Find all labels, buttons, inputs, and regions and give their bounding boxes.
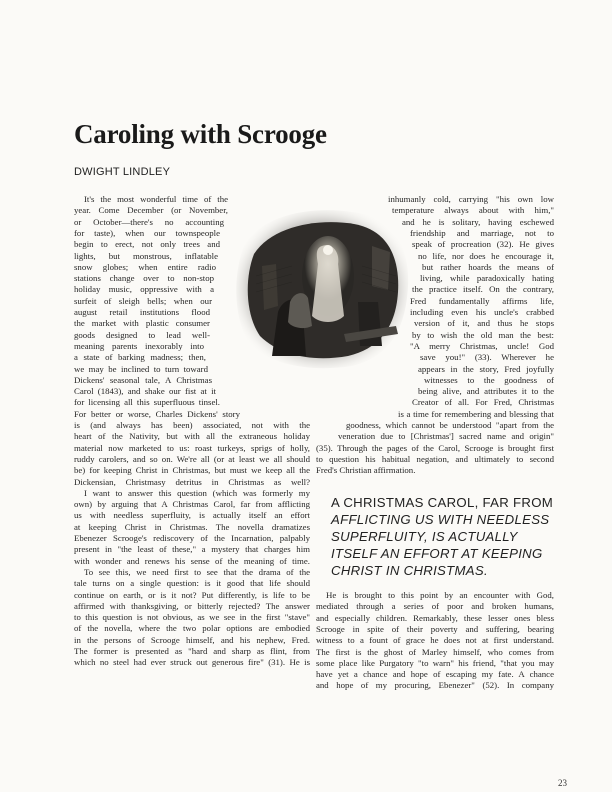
text-line: is a time for remembering and blessing that <box>398 408 554 419</box>
text-line: For better or worse, Charles Dickens' story <box>74 408 240 419</box>
text-line: stations change over to non-stop <box>74 273 214 284</box>
text-line: be) for keeping Christ in Christmas, but must we keep all the <box>74 465 310 476</box>
text-line: appears in the story, Fred joyfully <box>418 363 554 374</box>
text-line: "A merry Christmas, uncle! God <box>410 340 554 351</box>
text-line: The first is the ghost of Marley himself, who comes from <box>316 646 554 657</box>
pull-quote-line: AFFLICTING US WITH NEEDLESS <box>331 512 550 527</box>
text-line: and hope of my procuring, Ebenezer" (52). In company <box>316 680 554 691</box>
text-line: friendship and marriage, not to <box>410 227 554 238</box>
text-line: affirmed with thanksgiving, or bitterly rejected? The answer <box>74 600 310 611</box>
text-line: at keeping Christ in Christmas. The novella dramatizes <box>74 521 310 532</box>
pull-quote-line: SUPERFLUITY, IS ACTUALLY <box>331 529 518 544</box>
text-line: no life, nor does he encourage it, <box>418 250 554 261</box>
text-line: but rather hoards the means of <box>422 261 554 272</box>
text-line: heart of the Nativity, but with all the extraneous holiday <box>74 431 310 442</box>
text-line: holiday music, oppressive with a <box>74 284 214 295</box>
text-line: Fred's Christian affirmation. <box>316 465 416 476</box>
text-line: Carol (1843), and shake our fist at it <box>74 386 216 397</box>
text-line: Scrooge in spite of their poverty and suffering, bearing <box>316 623 554 634</box>
text-line: The former is presented as "hard and sharp as flint, from <box>74 646 310 656</box>
text-line: own) by arguing that A Christmas Carol, far from afflicting <box>74 499 310 510</box>
text-line: continue on earth, or is it not? Put differently, is life to be <box>74 589 310 600</box>
text-line: meaning parents inexorably into <box>74 340 204 351</box>
text-line: veneration due to [Christmas'] sacred name and origin" <box>338 431 554 442</box>
text-line: temperature always about with him," <box>392 205 554 216</box>
text-line: august retail institutions flood <box>74 307 210 317</box>
article-title: Caroling with Scrooge <box>74 119 327 149</box>
page-number: 23 <box>558 778 567 788</box>
text-line: being alive, and attributes it to the <box>418 386 554 397</box>
text-line: material now marketed to us: roast turkeys, sprigs of holly, <box>74 442 310 453</box>
text-line: including even his uncle's crabbed <box>410 307 554 317</box>
text-line: to this question is not obvious, as we see in the first "stave" <box>74 612 310 623</box>
text-line: in the persons of Scrooge himself, and his nephew, Fred. <box>74 634 310 645</box>
text-line: witness to a fount of grace he does not at first understand. <box>316 635 554 646</box>
text-line: of the novella, where the two polar options are embodied <box>74 623 310 634</box>
text-line: the practice itself. On the contrary, <box>412 284 554 295</box>
text-line: goodness, which cannot be understood "apart from the <box>346 420 554 430</box>
pull-quote-line: CHRIST IN CHRISTMAS. <box>331 563 488 578</box>
text-line: Dickens' seasonal tale, A Christmas <box>74 374 212 385</box>
text-line: surfeit of sleigh bells; when our <box>74 295 212 306</box>
text-line: is (and always has been) associated, not with the <box>74 420 310 430</box>
text-line: for taste), when our townspeople <box>74 227 220 238</box>
text-line: and he is solitary, having eschewed <box>402 216 554 227</box>
text-line: have yet a chance and hope of escaping my fate. A chance <box>316 669 554 680</box>
text-line: present in "the least of these," a mystery that charges him <box>74 544 310 555</box>
text-line: for licensing all this superfluous tinsel. <box>74 397 220 408</box>
text-line: ruddy carolers, and so on. We're all (or at least we all should <box>74 453 310 464</box>
text-line: tale turns on a single question: is it good that life should <box>74 578 310 589</box>
text-line: year. Come December (or November, <box>74 205 228 216</box>
text-line: Fred fundamentally affirms life, <box>410 295 554 306</box>
text-line: by to wish the old man the best: <box>412 329 554 340</box>
text-line: the market with plastic consumer <box>74 318 210 329</box>
text-line: some place like Purgatory "to warn" his friend, "that you may <box>316 657 554 668</box>
text-line: which no steel had ever struck out generous fire" (31). He is <box>74 657 310 668</box>
author-byline: DWIGHT LINDLEY <box>74 166 171 178</box>
text-line: begin to erect, not only trees and <box>74 239 220 250</box>
text-line: a state of barking madness; then, <box>74 352 206 363</box>
pull-quote-line: ITSELF AN EFFORT AT KEEPING <box>331 546 543 561</box>
text-line: with wonder and renews his sense of the meaning of time. <box>74 555 310 566</box>
text-line: living, while paradoxically hating <box>420 273 554 284</box>
text-line: witnesses to the goodness of <box>424 374 554 385</box>
text-line: us with needless superfluity, is actually itself an effort <box>74 510 310 521</box>
text-line: goods designed to lead well- <box>74 329 210 340</box>
text-line: speak of procreation (32). He gives <box>412 239 554 250</box>
text-line: lights, but monstrous, inflatable <box>74 250 218 261</box>
text-line: Ebenezer Scrooge's rediscovery of the Incarnation, palpably <box>74 533 310 543</box>
text-line: It's the most wonderful time of the <box>84 194 228 204</box>
text-line: or October—there's no accounting <box>74 216 224 227</box>
text-line: I want to answer this question (which was formerly my <box>84 487 310 498</box>
pull-quote-line: A CHRISTMAS CAROL, FAR FROM <box>331 495 554 510</box>
scrooge-with-ghost-illustration <box>232 206 412 370</box>
text-line: (35). Through the pages of the Carol, Scrooge is brought first <box>316 442 554 453</box>
text-line: He is brought to this point by an encounter with God, <box>326 590 554 600</box>
text-line: save you!" (33). Wherever he <box>420 352 554 363</box>
text-line: to question his habitual negation, and ultimately to second <box>316 453 554 464</box>
text-line: inhumanly cold, carrying "his own low <box>388 194 554 204</box>
text-line: version of it, and thus he stops <box>414 318 554 329</box>
text-line: snow globes; when entire radio <box>74 261 216 272</box>
text-line: we may be inclined to turn toward <box>74 363 208 374</box>
text-line: and especially children. Remarkably, these lesser ones bless <box>316 612 554 623</box>
text-line: Creator of all. For Fred, Christmas <box>412 397 554 408</box>
text-line: To see this, we need first to see that the drama of the <box>84 566 310 577</box>
text-line: Dickensian, Christmasy detritus in Christmas as well? <box>74 476 310 487</box>
text-line: mediated through a series of poor and broken humans, <box>316 601 554 612</box>
pull-quote <box>331 494 556 579</box>
